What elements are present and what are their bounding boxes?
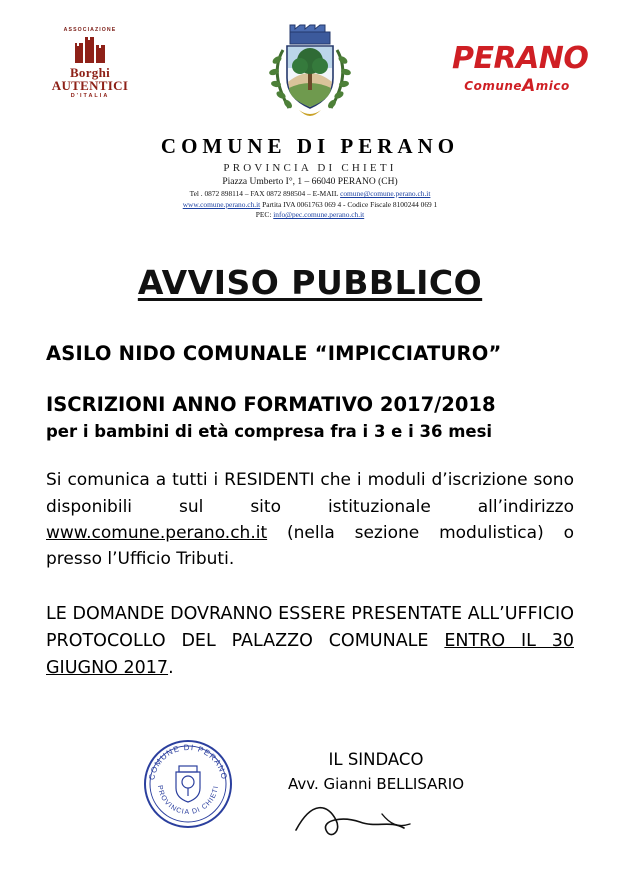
handwritten-signature	[286, 794, 436, 850]
perano-tagline-a: A	[522, 76, 536, 96]
svg-text:PROVINCIA DI CHIETI: PROVINCIA DI CHIETI	[155, 784, 220, 817]
perano-tagline-pre: Comune	[464, 79, 523, 93]
borghi-name-line2: AUTENTICI	[51, 78, 129, 94]
borghi-autentici-towers-icon	[73, 35, 107, 65]
paragraph-submission-part1: LE DOMANDE DOVRANNO ESSERE PRESENTATE ALL’UFFICIO PROTOCOLLO DEL PALAZZO COMUNALE	[46, 603, 574, 651]
comune-di-perano-coat-of-arms	[255, 16, 365, 128]
contacts-pec-link[interactable]: info@pec.comune.perano.ch.it	[273, 210, 365, 220]
page-title: AVVISO PUBBLICO	[137, 263, 483, 303]
document-header	[0, 0, 620, 130]
signature-role: IL SINDACO	[328, 749, 424, 769]
paragraph-availability-part2: (nella sezione modulistica) o presso l’Ufficio Tributi.	[46, 522, 574, 570]
contacts-line-3	[0, 210, 620, 221]
submission-deadline: ENTRO IL 30 GIUGNO 2017	[46, 630, 574, 678]
contacts-line-2	[0, 200, 620, 211]
institution-address: Piazza Umberto I°, 1 – 66040 PERANO (CH)	[222, 177, 398, 187]
perano-comune-amico-logo	[452, 41, 589, 96]
signature-name: Avv. Gianni BELLISARIO	[287, 774, 465, 793]
paragraph-submission-part2: .	[168, 657, 174, 678]
contacts-line-1	[0, 189, 620, 200]
paragraph-submission	[46, 601, 574, 682]
contacts-email-link[interactable]: comune@comune.perano.ch.it	[340, 189, 431, 198]
contacts-fiscal-codes: Partita IVA 0061763 069 4 - Codice Fiscale 8100244 069 1	[260, 199, 438, 209]
official-round-stamp	[142, 738, 234, 830]
document-body	[46, 342, 574, 858]
borghi-sub-label: D'ITALIA	[70, 93, 110, 100]
svg-text:COMUNE DI PERANO: COMUNE DI PERANO	[147, 742, 229, 781]
borghi-name-line1: Borghi	[69, 65, 111, 81]
institution-contacts	[0, 189, 620, 221]
contacts-pec-label: PEC:	[255, 210, 274, 220]
perano-tagline-post: mico	[535, 79, 570, 93]
perano-tagline	[452, 76, 582, 96]
paragraph-availability	[46, 467, 574, 572]
paragraph-availability-part1: Si comunica a tutti i RESIDENTI che i moduli d’iscrizione sono disponibili sul sito istituzionale all’indirizzo	[46, 470, 574, 517]
provincia-name: PROVINCIA DI CHIETI	[223, 162, 397, 174]
municipality-website-link[interactable]: www.comune.perano.ch.it	[46, 522, 268, 543]
registration-year-line: ISCRIZIONI ANNO FORMATIVO 2017/2018	[46, 393, 496, 417]
borghi-assoc-label: ASSOCIAZIONE	[63, 27, 117, 33]
perano-wordmark: PERANO	[452, 41, 589, 76]
comune-name: COMUNE DI PERANO	[160, 134, 460, 158]
signature-area	[46, 738, 574, 858]
contacts-phone-fax: Tel . 0872 898114 – FAX 0872 898504 – E-MAIL	[189, 189, 341, 198]
institution-heading	[0, 134, 620, 221]
age-range-line: per i bambini di età compresa fra i 3 e i 36 mesi	[46, 422, 493, 442]
signature-block	[256, 750, 496, 793]
contacts-website-link[interactable]: www.comune.perano.ch.it	[182, 199, 261, 209]
borghi-autentici-logo	[42, 28, 138, 100]
document-subject: ASILO NIDO COMUNALE “IMPICCIATURO”	[46, 342, 502, 366]
